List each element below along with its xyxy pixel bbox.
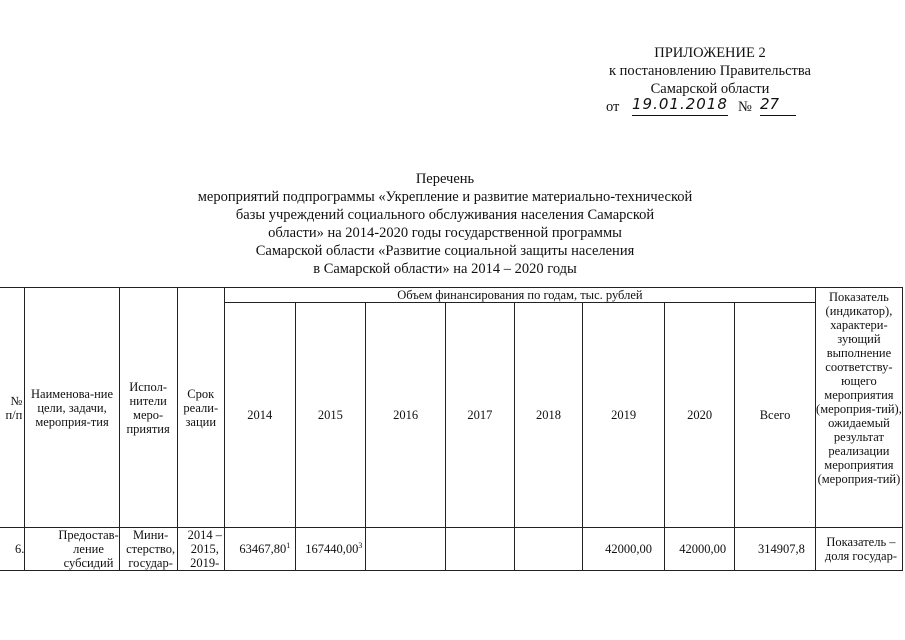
- header-financing: Объем финансирования по годам, тыс. рублей: [225, 288, 816, 303]
- heading-line-5: Самарской области «Развитие социальной защиты населения: [255, 243, 635, 259]
- row-term: 2014 – 2015, 2019-: [177, 528, 224, 571]
- appendix-block: [560, 44, 860, 118]
- document-heading: [150, 170, 740, 278]
- measures-table: [0, 287, 903, 571]
- header-year-2018: 2018: [514, 303, 583, 528]
- row-2015-value: 167440,00: [305, 542, 359, 556]
- header-name: Наименова-ние цели, задачи, мероприя-тия: [25, 288, 119, 528]
- row-name: Предостав-ление субсидий: [25, 528, 119, 571]
- table-row: [0, 528, 903, 571]
- row-2015-footnote: 3: [358, 540, 363, 550]
- header-executors: Испол-нители меро-приятия: [119, 288, 177, 528]
- appendix-line-2: Самарской области: [650, 81, 770, 97]
- row-2016: [366, 528, 446, 571]
- heading-line-1: Перечень: [415, 171, 475, 187]
- header-year-2015: 2015: [295, 303, 366, 528]
- header-total: Всего: [735, 303, 816, 528]
- header-term: Срок реали-зации: [177, 288, 224, 528]
- row-2020: 42000,00: [665, 528, 735, 571]
- header-year-2019: 2019: [583, 303, 665, 528]
- row-total: 314907,8: [735, 528, 816, 571]
- row-2014-footnote: 1: [286, 540, 291, 550]
- heading-line-4: области» на 2014-2020 годы государственной программы: [268, 225, 622, 241]
- row-executors: Мини-стерство, государ-: [119, 528, 177, 571]
- row-indicator: Показатель – доля государ-: [815, 528, 902, 571]
- order-date: 19.01.2018: [632, 95, 728, 116]
- order-number: 27: [760, 95, 796, 116]
- row-2015: [295, 528, 366, 571]
- order-from-label: от: [606, 99, 620, 115]
- header-year-2014: 2014: [225, 303, 296, 528]
- order-number-label: №: [738, 99, 752, 115]
- row-2019: 42000,00: [583, 528, 665, 571]
- row-num: 6.: [0, 528, 25, 571]
- row-2017: [446, 528, 515, 571]
- heading-line-2: мероприятий подпрограммы «Укрепление и развитие материально-технической: [197, 189, 693, 205]
- appendix-line-1: к постановлению Правительства: [609, 63, 811, 79]
- order-line: [560, 95, 860, 118]
- table-header-row: [0, 288, 903, 303]
- heading-line-3: базы учреждений социального обслуживания населения Самарской: [235, 207, 655, 223]
- row-2014-value: 63467,80: [239, 542, 287, 556]
- header-num: № п/п: [0, 288, 25, 528]
- heading-line-6: в Самарской области» на 2014 – 2020 годы: [313, 261, 577, 277]
- header-indicator: Показатель (индикатор), характери-зующий выполнение соответству-ющего мероприятия (мероприя-тий), ожидаемый результат реализации мероприятия (мероприя-тий): [815, 288, 902, 528]
- header-year-2017: 2017: [446, 303, 515, 528]
- header-year-2020: 2020: [665, 303, 735, 528]
- header-year-2016: 2016: [366, 303, 446, 528]
- row-2014: [225, 528, 296, 571]
- row-2018: [514, 528, 583, 571]
- appendix-title: ПРИЛОЖЕНИЕ 2: [654, 45, 766, 61]
